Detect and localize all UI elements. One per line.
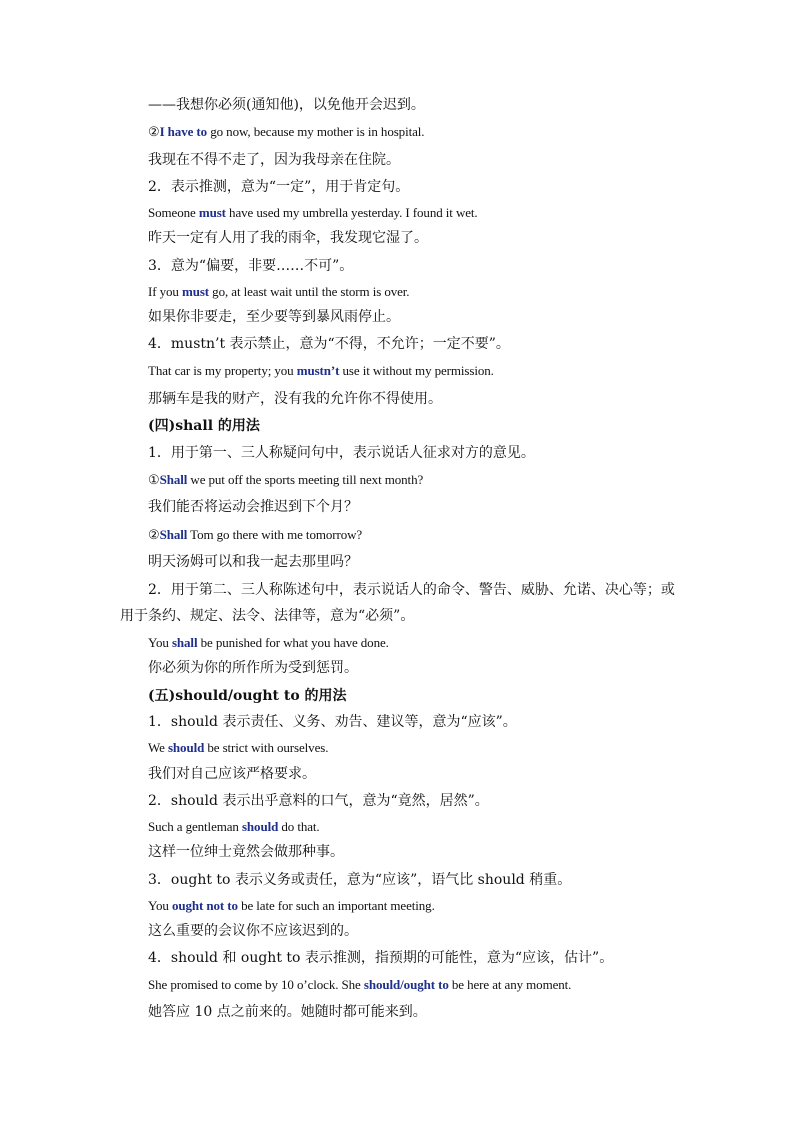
highlighted-term: I have to xyxy=(159,124,208,139)
highlighted-term: ought not to xyxy=(171,898,238,913)
text-segment: be here at any moment. xyxy=(448,977,572,992)
text-segment: Such a gentleman xyxy=(148,819,242,834)
text-segment: 如果你非要走，至少要等到暴风雨停止。 xyxy=(148,309,400,325)
text-segment: 2．用于第二、三人称陈述句中，表示说话人的命令、警告、威胁、允诺、决心等；或 xyxy=(148,582,675,598)
example-sentence xyxy=(148,471,423,489)
example-sentence xyxy=(148,976,571,994)
text-segment: 你必须为你的所作所为受到惩罚。 xyxy=(148,660,358,676)
text-segment: go, at least wait until the storm is over. xyxy=(209,284,410,299)
highlighted-term: should xyxy=(167,740,205,755)
example-sentence xyxy=(148,123,424,141)
rule-heading xyxy=(148,581,675,599)
text-segment: we put off the sports meeting till next month? xyxy=(187,472,424,487)
translation-line xyxy=(148,498,358,516)
text-segment: We xyxy=(148,740,168,755)
text-segment: do that. xyxy=(278,819,320,834)
highlighted-term: should xyxy=(241,819,279,834)
text-segment: 我现在不得不走了，因为我母亲在住院。 xyxy=(148,152,400,168)
translation-line xyxy=(148,308,400,326)
text-segment: 她答应 10 点之前来的。她随时都可能来到。 xyxy=(148,1004,427,1020)
translation-line xyxy=(148,553,358,571)
rule-heading xyxy=(148,949,613,967)
example-sentence xyxy=(148,283,409,301)
text-segment: have used my umbrella yesterday. I found it wet. xyxy=(225,205,478,220)
text-segment: Someone xyxy=(148,205,199,220)
example-sentence xyxy=(148,818,320,836)
rule-heading xyxy=(148,444,535,462)
text-segment: You xyxy=(148,898,172,913)
rule-heading xyxy=(148,335,510,353)
text-segment: 这样一位绅士竟然会做那种事。 xyxy=(148,844,344,860)
text-segment: be late for such an important meeting. xyxy=(237,898,435,913)
text-segment: 2．should 表示出乎意料的口气，意为“竟然，居然”。 xyxy=(148,793,489,809)
text-segment: be strict with ourselves. xyxy=(204,740,329,755)
text-segment: ② xyxy=(148,124,160,139)
rule-heading xyxy=(148,792,489,810)
text-segment: 我们能否将运动会推迟到下个月？ xyxy=(148,499,358,515)
text-segment: go now, because my mother is in hospital. xyxy=(207,124,425,139)
text-segment: 那辆车是我的财产，没有我的允许你不得使用。 xyxy=(148,391,442,407)
text-segment: Tom go there with me tomorrow? xyxy=(187,527,363,542)
example-sentence xyxy=(148,362,494,380)
highlighted-term: mustn’t xyxy=(296,363,340,378)
text-segment: You xyxy=(148,635,172,650)
section-heading-shall xyxy=(148,417,260,435)
rule-heading xyxy=(148,257,353,275)
text-segment: She promised to come by 10 o’clock. She xyxy=(148,977,364,992)
text-segment: ① xyxy=(148,472,160,487)
text-segment: 我们对自己应该严格要求。 xyxy=(148,766,316,782)
text-segment: (五)should/ought to 的用法 xyxy=(148,688,347,704)
text-segment: 用于条约、规定、法令、法律等，意为“必须”。 xyxy=(120,608,415,624)
text-segment: be punished for what you have done. xyxy=(197,635,389,650)
text-segment: 3．ought to 表示义务或责任，意为“应该”，语气比 should 稍重。 xyxy=(148,872,572,888)
example-sentence xyxy=(148,526,362,544)
translation-line xyxy=(148,1003,427,1021)
rule-heading xyxy=(148,871,571,889)
translation-line xyxy=(148,659,358,677)
text-segment: 1．should 表示责任、义务、劝告、建议等，意为“应该”。 xyxy=(148,714,517,730)
highlighted-term: must xyxy=(181,284,210,299)
rule-heading xyxy=(148,713,517,731)
text-segment: 昨天一定有人用了我的雨伞，我发现它湿了。 xyxy=(148,230,428,246)
text-segment: 4．mustn’t 表示禁止，意为“不得，不允许；一定不要”。 xyxy=(148,336,510,352)
translation-line xyxy=(148,229,428,247)
rule-heading-continued xyxy=(120,607,414,625)
text-segment: use it without my permission. xyxy=(339,363,494,378)
text-segment: ② xyxy=(148,527,160,542)
text-segment: (四)shall 的用法 xyxy=(148,418,260,434)
text-segment: That car is my property; you xyxy=(148,363,297,378)
example-sentence xyxy=(148,897,435,915)
translation-line xyxy=(148,922,358,940)
section-heading-should xyxy=(148,687,347,705)
text-segment: If you xyxy=(148,284,182,299)
example-sentence xyxy=(148,204,478,222)
translation-line xyxy=(148,765,316,783)
text-segment: 2．表示推测，意为“一定”，用于肯定句。 xyxy=(148,179,410,195)
text-segment: 这么重要的会议你不应该迟到的。 xyxy=(148,923,358,939)
example-sentence xyxy=(148,739,328,757)
translation-line xyxy=(148,390,442,408)
text-segment: 4．should 和 ought to 表示推测，指预期的可能性，意为“应该，估计”。 xyxy=(148,950,614,966)
highlighted-term: Shall xyxy=(159,527,188,542)
text-segment: 1．用于第一、三人称疑问句中，表示说话人征求对方的意见。 xyxy=(148,445,535,461)
rule-heading xyxy=(148,178,409,196)
translation-line xyxy=(148,843,344,861)
example-sentence xyxy=(148,634,389,652)
text-segment: 3．意为“偏要，非要……不可”。 xyxy=(148,258,354,274)
text-segment: ——我想你必须(通知他)，以免他开会迟到。 xyxy=(148,97,425,113)
highlighted-term: must xyxy=(198,205,226,220)
highlighted-term: should/ought to xyxy=(363,977,449,992)
text-segment: 明天汤姆可以和我一起去那里吗？ xyxy=(148,554,358,570)
highlighted-term: shall xyxy=(171,635,198,650)
translation-line xyxy=(148,151,400,169)
highlighted-term: Shall xyxy=(159,472,188,487)
text-line xyxy=(148,96,425,114)
